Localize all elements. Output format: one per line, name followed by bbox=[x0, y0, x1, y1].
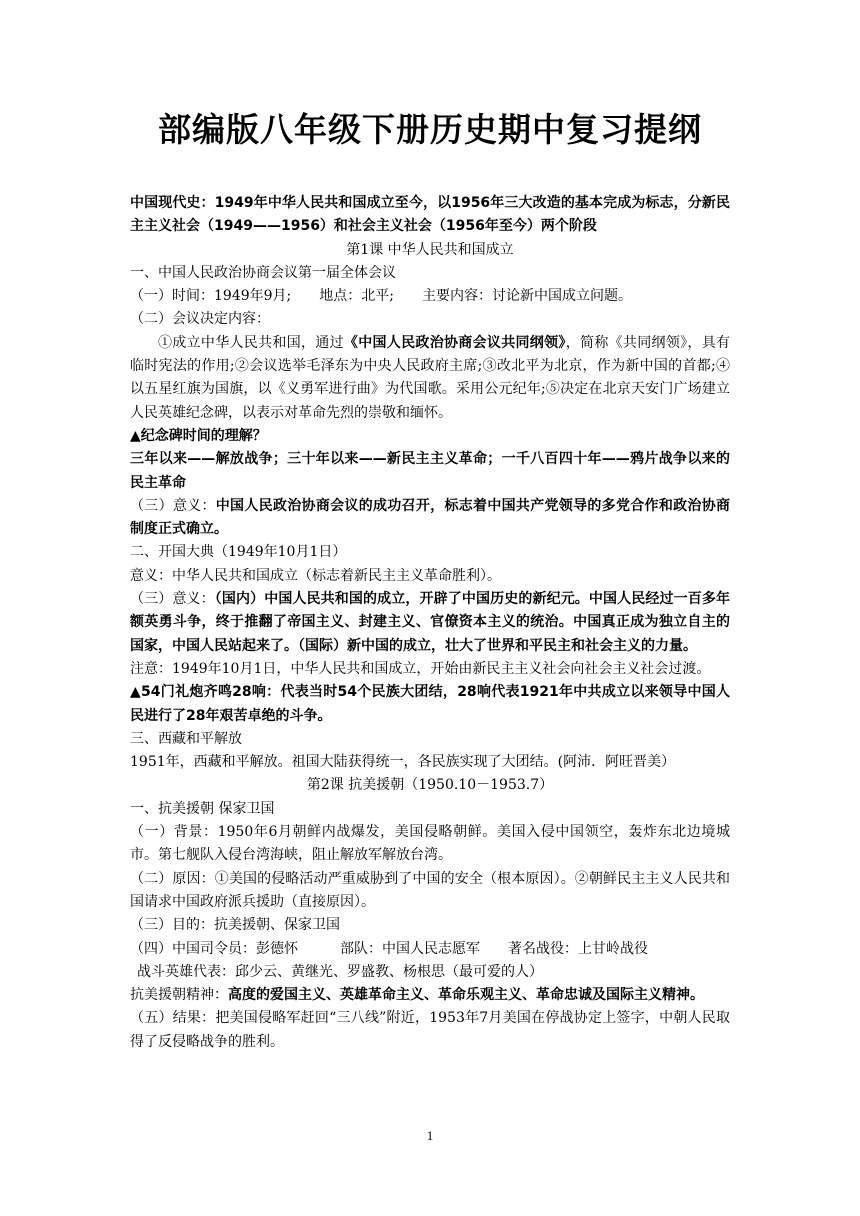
significance-text: 中国人民政治协商会议的成功召开，标志着中国共产党领导的多党合作和政治协商制度正式确立。 bbox=[130, 497, 731, 538]
paragraph: （三）目的：抗美援朝、保家卫国 bbox=[130, 917, 340, 934]
section-heading: 二、开国大典（1949年10月1日） bbox=[130, 544, 347, 561]
decision-paragraph bbox=[130, 332, 730, 425]
text-run: ，简称《共同纲领》，具有临时宪法的作用;②会议选举毛泽东为中央人民政府主席;③改北平为北京，作为新中国的首都;④以五星红旗为国旗，以《义勇军进行曲》为代国歌。采用公元纪年;⑤决定在北京天安门广场建立人民英雄纪念碑，以表示对革命先烈的崇敬和缅怀。 bbox=[130, 334, 731, 421]
paragraph: （五）结果：把美国侵略军赶回“三八线”附近，1953年7月美国在停战协定上签字，中朝人民取得了反侵略战争的胜利。 bbox=[130, 1010, 730, 1050]
section-heading: 一、抗美援朝 保家卫国 bbox=[130, 800, 275, 817]
page-title: 部编版八年级下册历史期中复习提纲 bbox=[158, 110, 702, 149]
text-run: ①成立中华人民共和国，通过 bbox=[158, 334, 344, 351]
program-name: 《中国人民政治协商会议共同纲领》 bbox=[343, 334, 566, 351]
note-paragraph: 注意：1949年10月1日，中华人民共和国成立，开始由新民主主义社会向社会主义社会过渡。 bbox=[130, 660, 711, 677]
paragraph: （二）会议决定内容： bbox=[130, 311, 270, 328]
paragraph: 意义：中华人民共和国成立（标志着新民主主义革命胜利）。 bbox=[130, 567, 501, 584]
section-heading: 三、西藏和平解放 bbox=[130, 730, 242, 747]
lesson-2-heading: 第2课 抗美援朝（1950.10－1953.7） bbox=[306, 777, 554, 794]
text-run: （三）意义： bbox=[130, 497, 216, 514]
significance-paragraph bbox=[130, 588, 730, 658]
lesson-1-heading: 第1课 中华人民共和国成立 bbox=[346, 241, 514, 258]
paragraph: （一）时间：1949年9月; 地点：北平; 主要内容：讨论新中国成立问题。 bbox=[130, 288, 632, 305]
text-run: 抗美援朝精神： bbox=[130, 987, 228, 1004]
salute-paragraph: ▲54门礼炮齐鸣28响：代表当时54个民族大团结，28响代表1921年中共成立以来领导中国人民进行了28年艰苦卓绝的斗争。 bbox=[130, 684, 730, 724]
significance-text: （国内）中国人民共和国的成立，开辟了中国历史的新纪元。中国人民经过一百多年额英勇斗争，终于推翻了帝国主义、封建主义、官僚资本主义的统治。中国真正成为独立自主的国家，中国人民站起来了。（国际）新中国的成立，壮大了世界和平民主和社会主义的力量。 bbox=[130, 591, 731, 654]
text-run: （三）意义： bbox=[130, 591, 215, 608]
spirit-text: 高度的爱国主义、英雄革命主义、革命乐观主义、革命忠诚及国际主义精神。 bbox=[228, 987, 704, 1004]
paragraph: （一）背景：1950年6月朝鲜内战爆发，美国侵略朝鲜。美国入侵中国领空，轰炸东北边境城市。第七舰队入侵台湾海峡，阻止解放军解放台湾。 bbox=[130, 824, 730, 864]
paragraph: （二）原因：①美国的侵略活动严重威胁到了中国的安全（根本原因）。②朝鲜民主主义人民共和国请求中国政府派兵援助（直接原因）。 bbox=[130, 870, 730, 910]
spirit-paragraph bbox=[130, 984, 730, 1007]
page-number: 1 bbox=[426, 1128, 434, 1143]
paragraph: 战斗英雄代表：邱少云、黄继光、罗盛教、杨根思（最可爱的人） bbox=[137, 963, 543, 980]
paragraph: 1951年，西藏和平解放。祖国大陆获得统一，各民族实现了大团结。(阿沛．阿旺晋美） bbox=[130, 754, 676, 771]
monument-question: ▲纪念碑时间的理解？ bbox=[130, 427, 267, 444]
paragraph: （四）中国司令员：彭德怀 部队：中国人民志愿军 著名战役：上甘岭战役 bbox=[130, 940, 648, 957]
document-body bbox=[130, 192, 730, 1054]
monument-answer: 三年以来——解放战争；三十年以来——新民主主义革命；一千八百四十年——鸦片战争以来的民主革命 bbox=[130, 451, 730, 491]
section-heading: 一、中国人民政治协商会议第一届全体会议 bbox=[130, 264, 396, 281]
significance-paragraph bbox=[130, 495, 730, 542]
intro-paragraph: 中国现代史：1949年中华人民共和国成立至今，以1956年三大改造的基本完成为标志，分新民主主义社会（1949——1956）和社会主义社会（1956年至今）两个阶段 bbox=[130, 195, 730, 235]
